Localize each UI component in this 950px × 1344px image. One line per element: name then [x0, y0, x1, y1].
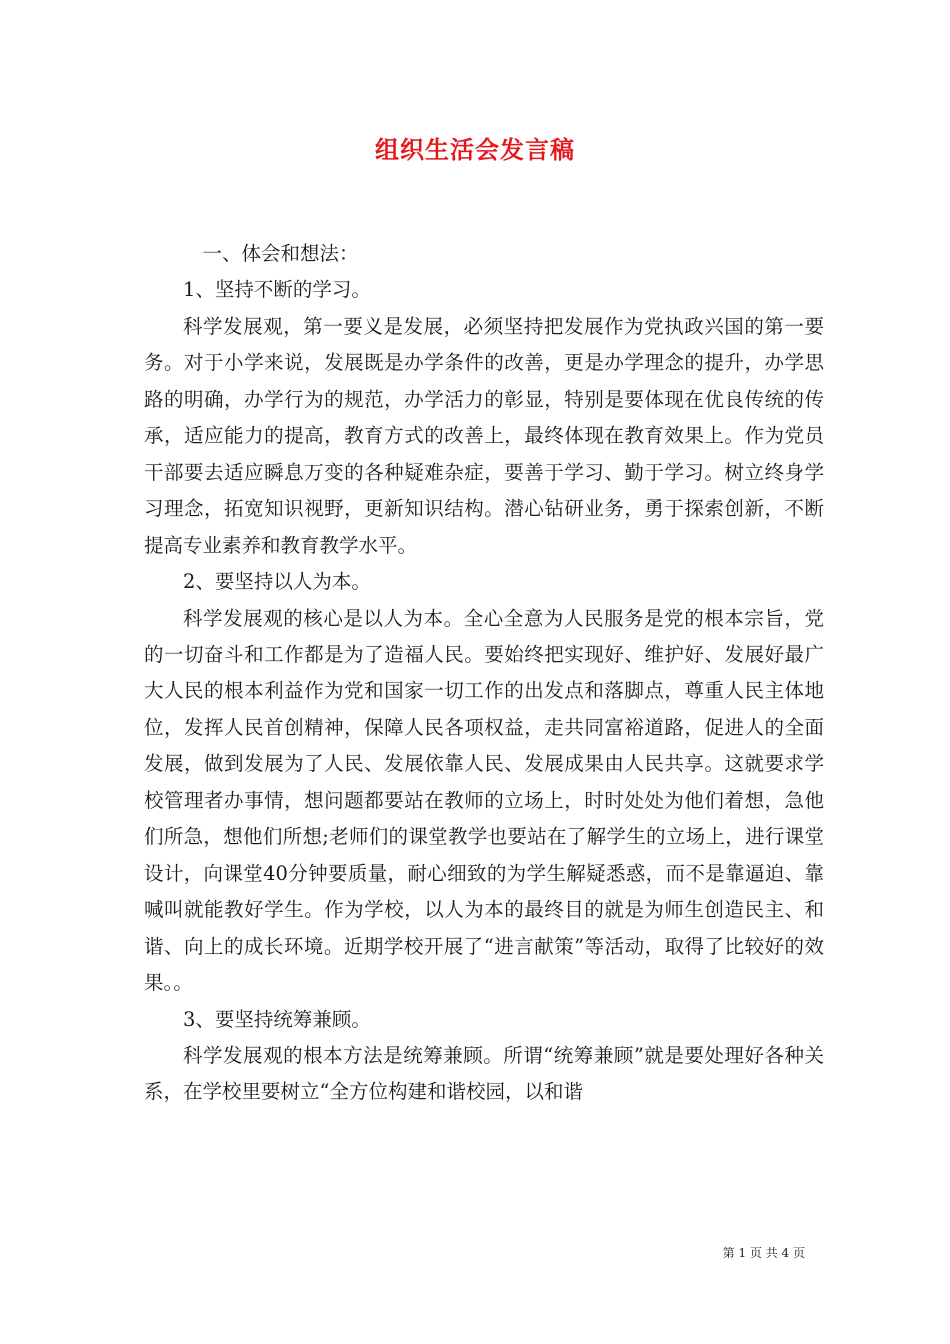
body-paragraph: 科学发展观，第一要义是发展，必须坚持把发展作为党执政兴国的第一要务。对于小学来说，发展既是办学条件的改善，更是办学理念的提升，办学思路的明确，办学行为的规范，办学活力的彰显，特别是要体现在优良传统的传承，适应能力的提高，教育方式的改善上，最终体现在教育效果上。作为党员干部要去适应瞬息万变的各种疑难杂症，要善于学习、勤于学习。树立终身学习理念，拓宽知识视野，更新知识结构。潜心钻研业务，勇于探索创新，不断提高专业素养和教育教学水平。 [144, 314, 824, 557]
page-title: 组织生活会发言稿 [375, 135, 575, 164]
subsection-heading: 2、要坚持以人为本。 [183, 570, 371, 594]
body-paragraph: 科学发展观的核心是以人为本。全心全意为人民服务是党的根本宗旨，党的一切奋斗和工作都是为了造福人民。要始终把实现好、维护好、发展好最广大人民的根本利益作为党和国家一切工作的出发点和落脚点，尊重人民主体地位，发挥人民首创精神，保障人民各项权益，走共同富裕道路，促进人的全面发展，做到发展为了人民、发展依靠人民、发展成果由人民共享。这就要求学校管理者办事情，想问题都要站在教师的立场上，时时处处为他们着想，急他们所急，想他们所想;老师们的课堂教学也要站在了解学生的立场上，进行课堂设计，向课堂40分钟要质量，耐心细致的为学生解疑悉惑，而不是靠逼迫、靠喊叫就能教好学生。作为学校，以人为本的最终目的就是为师生创造民主、和谐、向上的成长环境。近期学校开展了“进言献策”等活动，取得了比较好的效果。。 [144, 606, 824, 995]
body-paragraph: 科学发展观的根本方法是统筹兼顾。所谓“统筹兼顾”就是要处理好各种关系，在学校里要树立“全方位构建和谐校园，以和谐 [144, 1043, 824, 1104]
section-heading: 一、体会和想法： [202, 242, 359, 265]
subsection-heading: 1、坚持不断的学习。 [183, 278, 371, 302]
subsection-heading: 3、要坚持统筹兼顾。 [183, 1007, 371, 1031]
page-number: 第 1 页 共 4 页 [722, 1246, 805, 1260]
document-body [144, 236, 824, 1111]
